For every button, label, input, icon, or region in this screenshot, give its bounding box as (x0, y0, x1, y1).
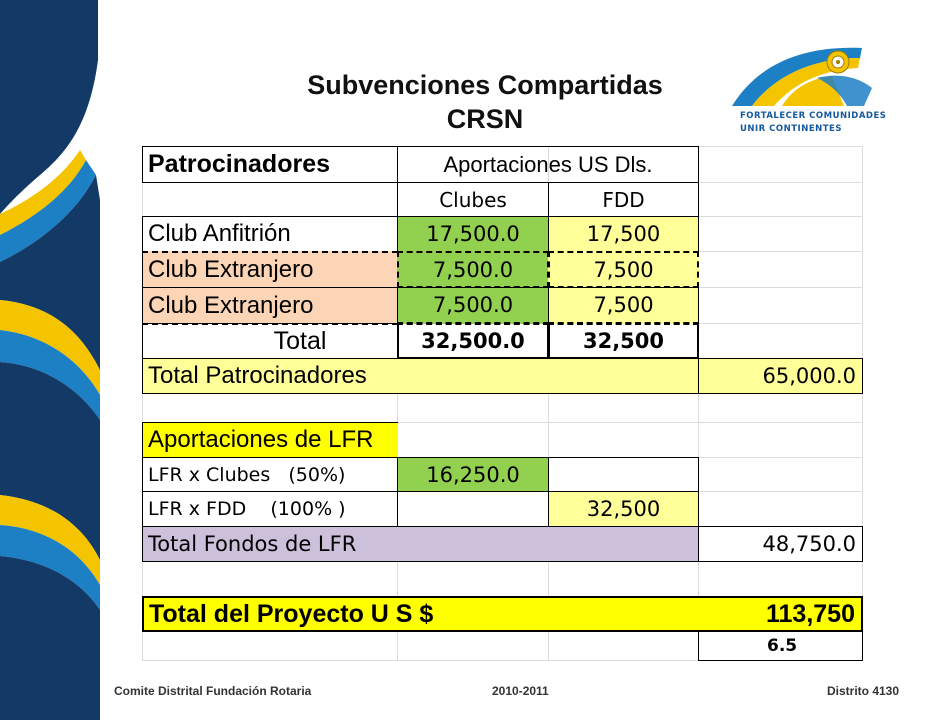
column-header-clubs: Clubes (397, 182, 549, 217)
cell-foreign-club-2-fdd: 7,500 (548, 287, 699, 324)
footer-district: Distrito 4130 (827, 684, 900, 698)
cell-foreign-club-1-fdd: 7,500 (548, 251, 699, 288)
total-lfr-value: 48,750.0 (698, 526, 863, 562)
decorative-side-band (0, 0, 130, 720)
column-header-fdd: FDD (548, 182, 699, 217)
row-label-total: Total (142, 323, 398, 359)
cell-host-club-clubs: 17,500.0 (397, 216, 549, 252)
lfr-clubs-value: 16,250.0 (397, 457, 549, 492)
lfr-fdd-label: LFR x FDD (100% ) (142, 491, 398, 527)
header-contributions: Aportaciones US Dls. (397, 146, 699, 183)
rotary-wheel-icon (827, 51, 849, 73)
total-sponsors-label: Total Patrocinadores (142, 358, 699, 394)
project-total-label: Total del Proyecto U S $ (142, 596, 699, 632)
footer (0, 684, 941, 704)
logo-line-2: UNIR CONTINENTES (740, 124, 842, 134)
cell-foreign-club-1-clubs: 7,500.0 (397, 251, 549, 288)
title-line-1: Subvenciones Compartidas (307, 70, 663, 100)
cell-foreign-club-2-clubs: 7,500.0 (397, 287, 549, 324)
lfr-clubs-fdd-empty (548, 457, 699, 492)
row-label-foreign-club-2: Club Extranjero (142, 287, 398, 324)
project-total-value: 113,750 (698, 596, 863, 632)
footer-years: 2010-2011 (492, 684, 549, 698)
lfr-clubs-label: LFR x Clubes (50%) (142, 457, 398, 492)
lfr-fdd-value: 32,500 (548, 491, 699, 527)
cell-total-fdd: 32,500 (548, 323, 699, 359)
row-label-host-club: Club Anfitrión (142, 216, 398, 252)
title-line-2: CRSN (446, 104, 524, 134)
slide-title (230, 68, 740, 136)
logo-line-1: FORTALECER COMUNIDADES (740, 111, 887, 121)
row-label-foreign-club-1: Club Extranjero (142, 251, 398, 288)
lfr-fdd-clubs-empty (397, 491, 549, 527)
lfr-header: Aportaciones de LFR (142, 422, 398, 458)
total-lfr-label: Total Fondos de LFR (142, 526, 699, 562)
total-sponsors-value: 65,000.0 (698, 358, 863, 394)
cell-host-club-fdd: 17,500 (548, 216, 699, 252)
header-sponsors: Patrocinadores (142, 146, 398, 183)
logo-slogan (740, 110, 886, 136)
cell-total-clubs: 32,500.0 (397, 323, 549, 359)
footer-committee: Comite Distrital Fundación Rotaria (114, 684, 312, 698)
ratio-value: 6.5 (698, 631, 863, 661)
